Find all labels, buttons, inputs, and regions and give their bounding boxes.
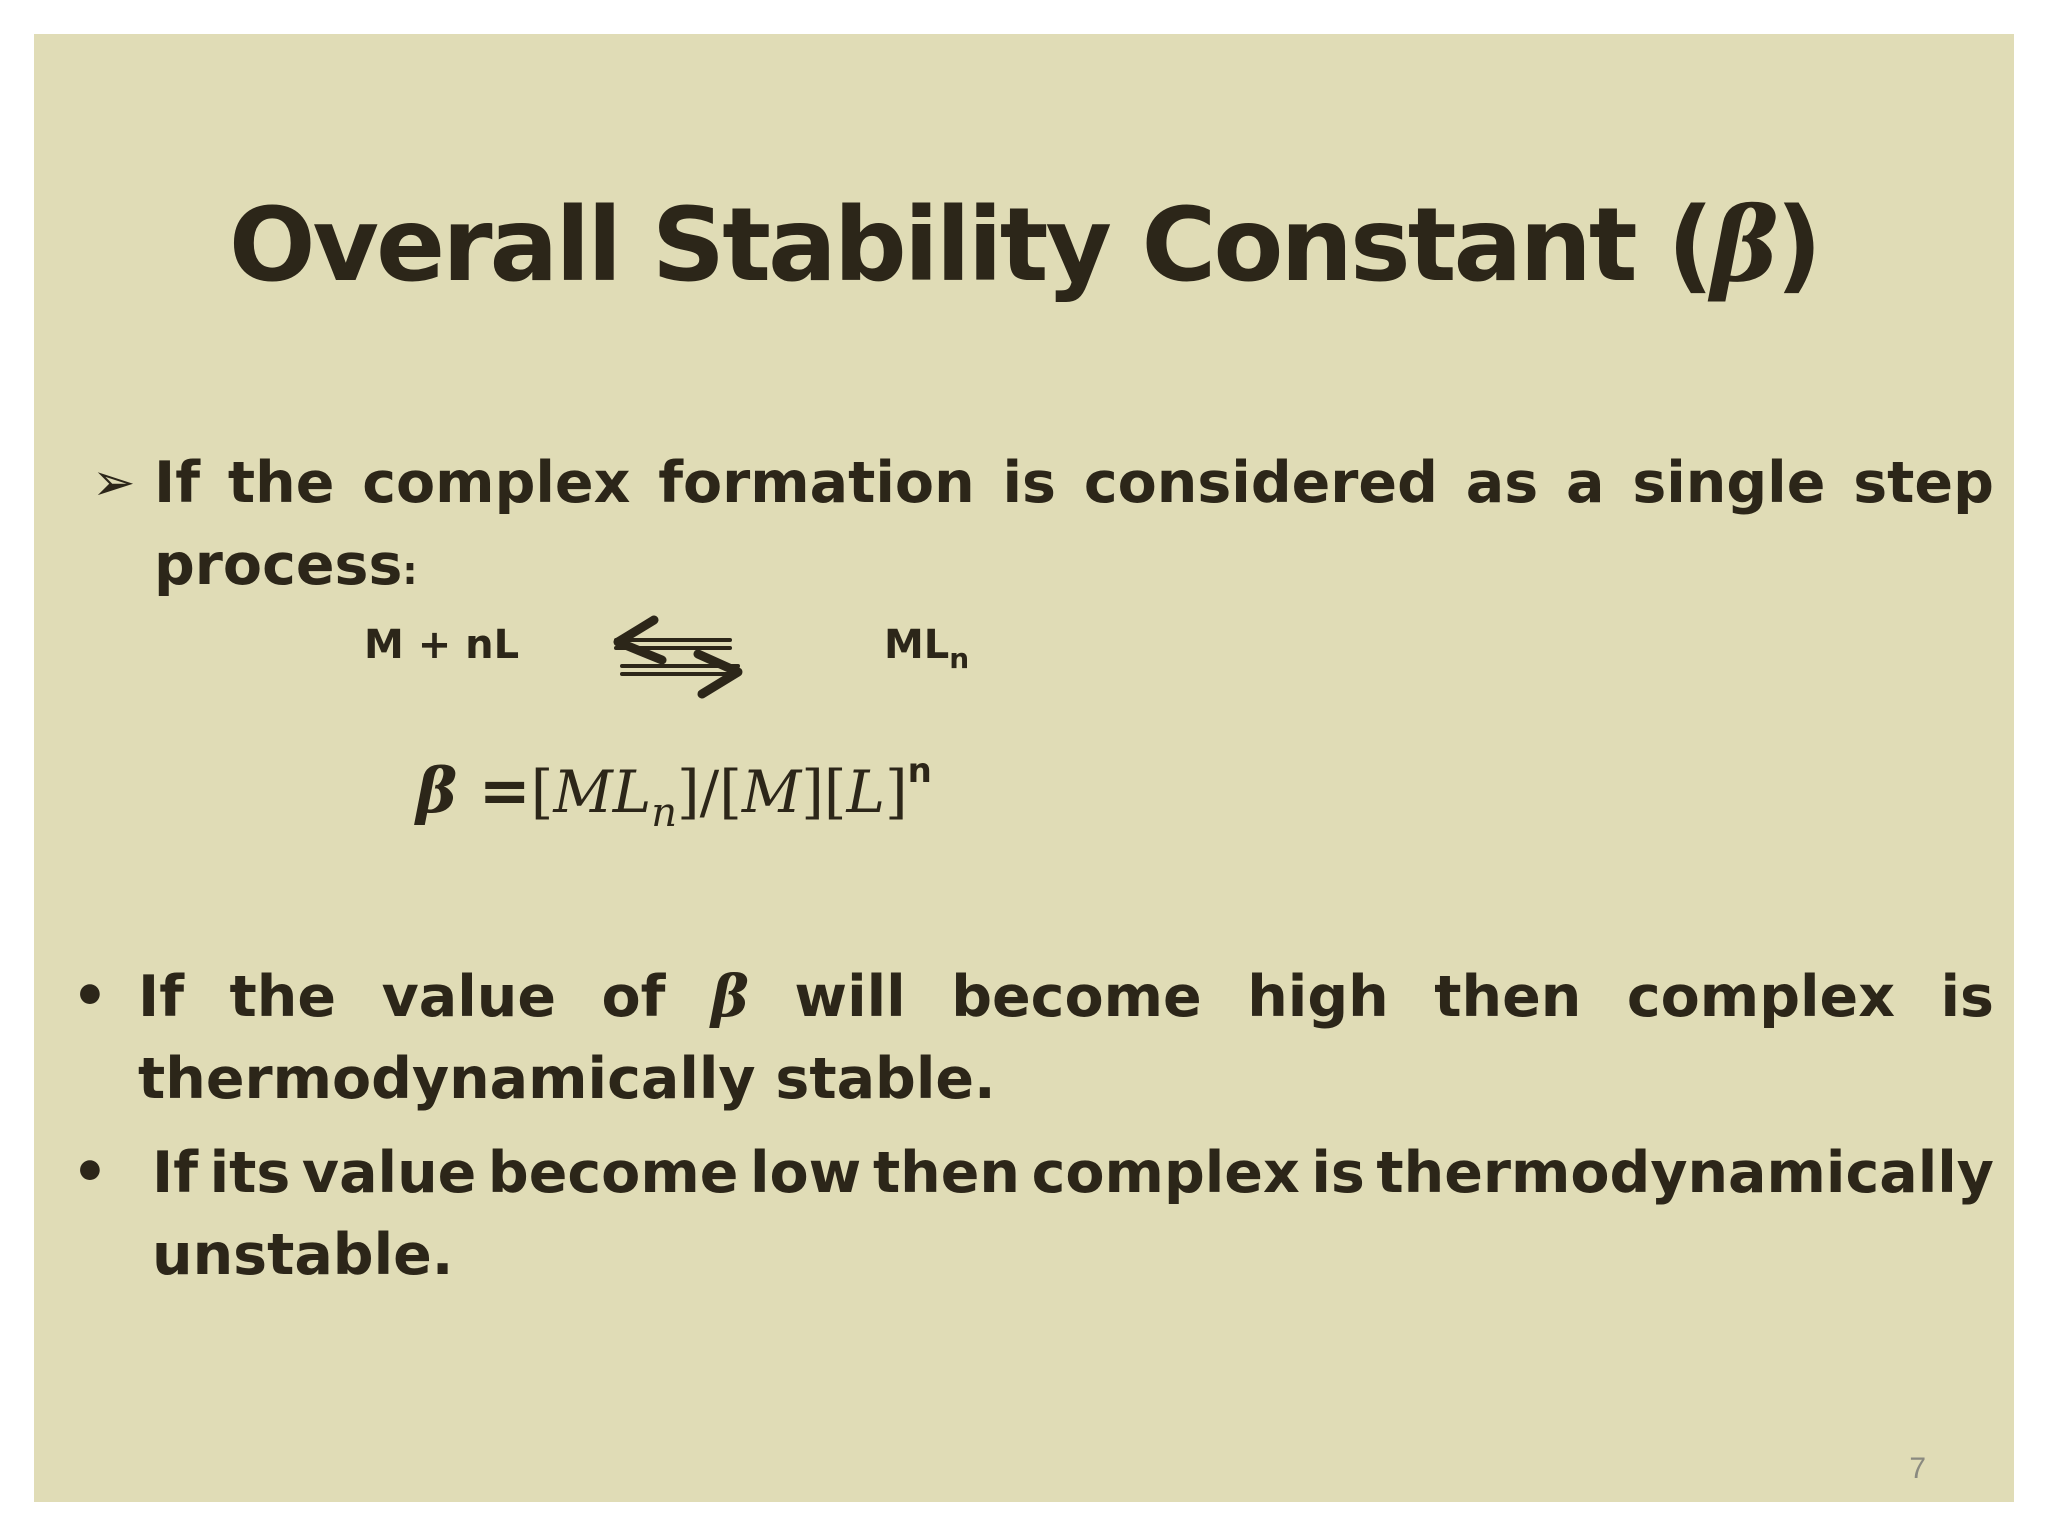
bullet-low-value [152, 1132, 1994, 1296]
formula-expression [530, 751, 932, 836]
formula-L: L [846, 758, 886, 826]
word: the [227, 450, 335, 516]
word: low [749, 1140, 862, 1206]
word: a [1566, 450, 1605, 516]
arrow-bullet-icon: ➢ [92, 453, 136, 513]
word: its [209, 1140, 291, 1206]
formula-bracket: ][ [801, 758, 847, 826]
word: then [1434, 964, 1582, 1030]
word: formation [658, 450, 975, 516]
product-subscript: n [949, 642, 970, 675]
formula-bracket: [ [530, 758, 554, 826]
formula-divide: ]/ [677, 758, 720, 826]
word: is [1940, 964, 1994, 1030]
inline-beta-symbol: β [711, 963, 749, 1030]
reaction-product [884, 622, 969, 675]
product-base: ML [884, 622, 950, 668]
word: complex [1626, 964, 1895, 1030]
reaction-reactants: M + nL [364, 622, 520, 668]
word: of [601, 964, 666, 1030]
word: will [794, 964, 906, 1030]
slide [34, 34, 2014, 1502]
word: considered [1083, 450, 1438, 516]
word: value [381, 964, 556, 1030]
stability-formula [416, 751, 932, 836]
word: value [301, 1140, 477, 1206]
slide-title [34, 185, 2014, 305]
word: thermodynamically [1376, 1140, 1994, 1206]
formula-beta: β [416, 754, 458, 827]
formula-M: M [741, 758, 802, 826]
word: If [152, 1140, 199, 1206]
word: complex [362, 450, 631, 516]
formula-sub-n: n [651, 790, 678, 836]
bullet-2-line-1 [152, 1132, 1994, 1214]
word: then [872, 1140, 1021, 1206]
word: become [487, 1140, 739, 1206]
word: high [1247, 964, 1389, 1030]
word: the [229, 964, 337, 1030]
point-line-1 [154, 442, 1994, 524]
word: If [154, 450, 201, 516]
word: become [951, 964, 1202, 1030]
bullet-dot-icon: • [72, 1140, 108, 1205]
formula-equals: = [457, 754, 531, 827]
point-line-2-colon: : [402, 549, 418, 593]
bullet-2-line-2: unstable. [152, 1222, 454, 1288]
formula-bracket: [ [719, 758, 742, 826]
point-single-step [154, 442, 1994, 606]
title-beta-symbol: β [1710, 185, 1776, 305]
equilibrium-arrows-icon [602, 606, 754, 706]
word: If [138, 964, 185, 1030]
bullet-1-line-1 [138, 956, 1994, 1038]
word: step [1853, 450, 1994, 516]
bullet-1-line-2: thermodynamically stable. [138, 1046, 996, 1112]
title-close-paren: ) [1775, 186, 1820, 305]
formula-ML: ML [553, 758, 652, 826]
page-number: 7 [1909, 1452, 1926, 1485]
point-line-2 [154, 524, 1994, 606]
word: as [1465, 450, 1539, 516]
bullet-high-value [138, 956, 1994, 1120]
word: single [1632, 450, 1826, 516]
point-line-2-text: process [154, 532, 403, 598]
bullet-dot-icon: • [72, 964, 108, 1029]
word: is [1002, 450, 1056, 516]
word: complex [1031, 1140, 1300, 1206]
formula-bracket: ] [885, 758, 908, 826]
formula-sup-n: n [907, 751, 932, 791]
title-text: Overall Stability Constant ( [228, 186, 1711, 305]
word: is [1311, 1140, 1365, 1206]
